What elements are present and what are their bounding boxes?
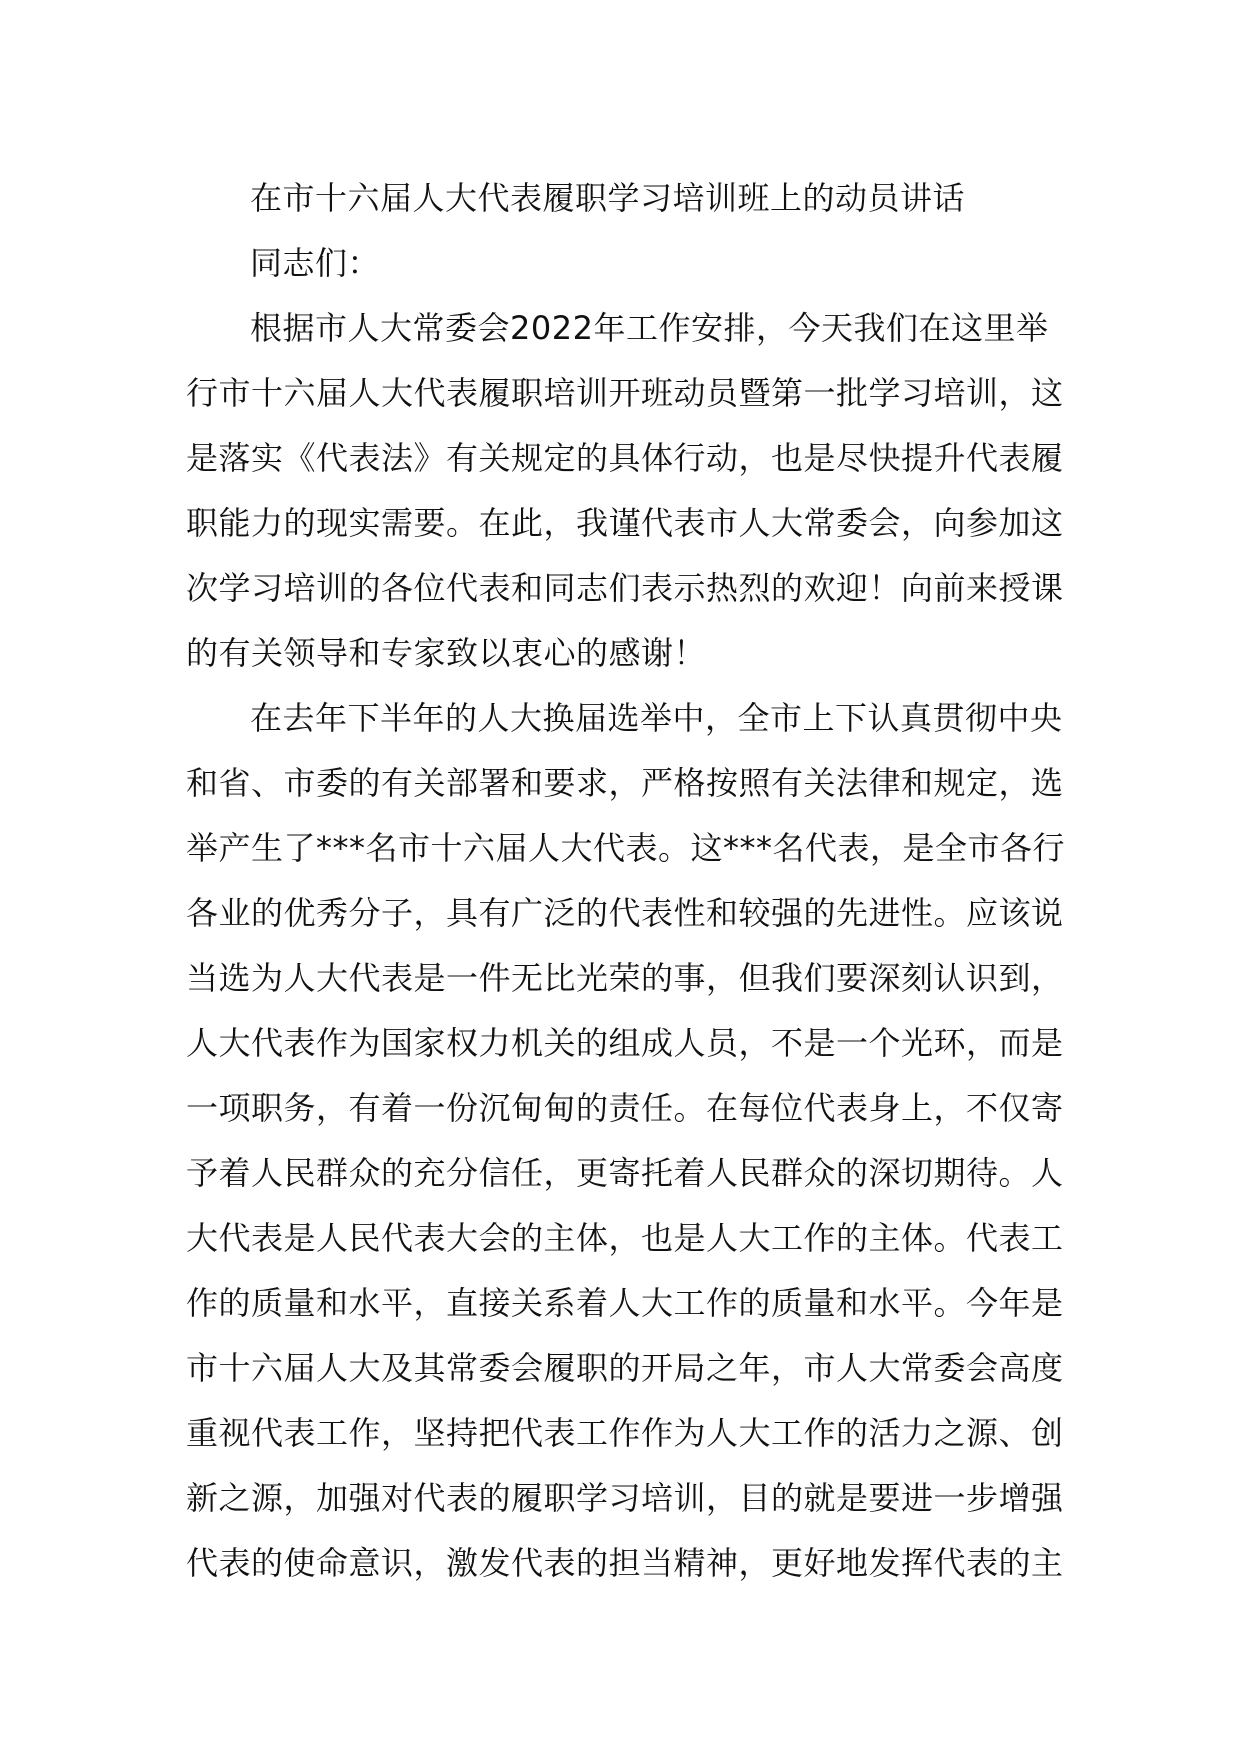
paragraph: 在去年下半年的人大换届选举中，全市上下认真贯彻中央和省、市委的有关部署和要求，严格按照有关法律和规定，选举产生了***名市十六届人大代表。这***名代表，是全市各行各业的优秀分子，具有广泛的代表性和较强的先进性。应该说当选为人大代表是一件无比光荣的事，但我们要深刻认识到，人大代表作为国家权力机关的组成人员，不是一个光环，而是一项职务，有着一份沉甸甸的责任。在每位代表身上，不仅寄予着人民群众的充分信任，更寄托着人民群众的深切期待。人大代表是人民代表大会的主体，也是人大工作的主体。代表工作的质量和水平，直接关系着人大工作的质量和水平。今年是市十六届人大及其常委会履职的开局之年，市人大常委会高度重视代表工作，坚持把代表工作作为人大工作的活力之源、创新之源，加强对代表的履职学习培训，目的就是要进一步增强代表的使命意识，激发代表的担当精神，更好地发挥代表的主 — [186, 699, 1066, 1582]
paragraph: 根据市人大常委会2022年工作安排，今天我们在这里举行市十六届人大代表履职培训开班动员暨第一批学习培训，这是落实《代表法》有关规定的具体行动，也是尽快提升代表履职能力的现实需要。在此，我谨代表市人大常委会，向参加这次学习培训的各位代表和同志们表示热烈的欢迎！向前来授课的有关领导和专家致以衷心的感谢！ — [186, 309, 1064, 672]
document-body — [186, 166, 1066, 1596]
salutation: 同志们： — [250, 244, 381, 282]
document-title: 在市十六届人大代表履职学习培训班上的动员讲话 — [250, 179, 966, 217]
